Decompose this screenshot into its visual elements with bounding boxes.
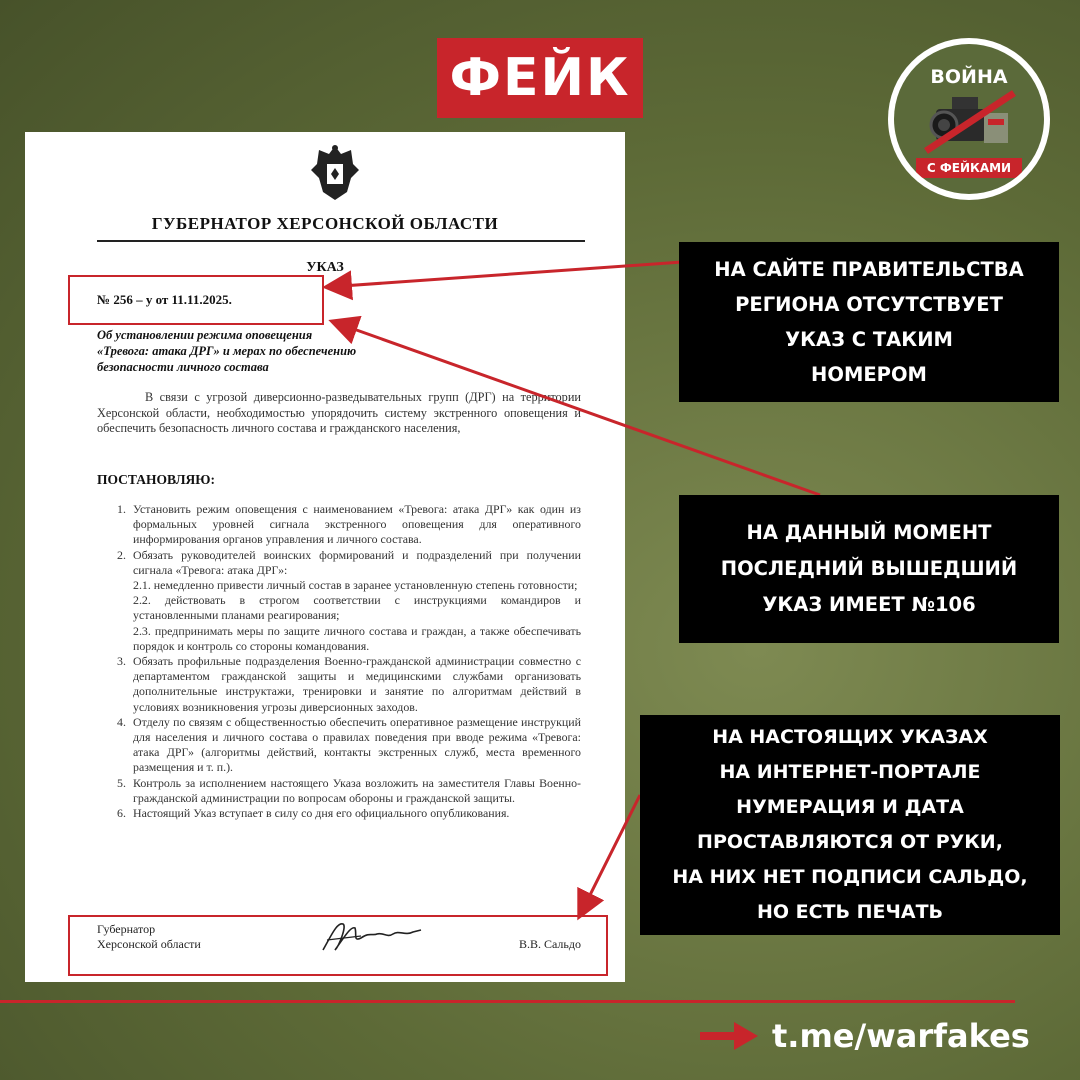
- logo-bottom-text: С ФЕЙКАМИ: [916, 158, 1022, 178]
- callout-1: [679, 242, 1059, 402]
- decree-item-number: 5.: [117, 775, 126, 790]
- decree-item-text: Обязать профильные подразделения Военно-гражданской администрации совместно с департаментом гражданской защиты и медицинскими службами организовать дополнительные инструктажи, тренировки и занятие по алгоритмам действий в условиях возникновения угрозы диверсионных заходов.: [133, 654, 581, 714]
- callout-2-line: НА ДАННЫЙ МОМЕНТ: [746, 521, 992, 544]
- callout-2-line: ПОСЛЕДНИЙ ВЫШЕДШИЙ: [720, 557, 1018, 580]
- connector-line-3: [580, 795, 640, 915]
- callout-1-line: РЕГИОНА ОТСУТСТВУЕТ: [735, 293, 1003, 316]
- decree-word: ПОСТАНОВЛЯЮ:: [97, 472, 215, 487]
- connector-line-1: [328, 262, 682, 287]
- decree-item-number: 2.: [117, 547, 126, 562]
- decree-item-number: 4.: [117, 714, 126, 729]
- logo-top-text: ВОЙНА: [930, 66, 1008, 88]
- callout-1-line: УКАЗ С ТАКИМ: [785, 328, 953, 351]
- callout-2: [679, 495, 1059, 643]
- decree-number: № 256 – у от 11.11.2025.: [97, 292, 232, 307]
- callout-3-line: НУМЕРАЦИЯ И ДАТА: [736, 796, 964, 818]
- callout-3-line: НО ЕСТЬ ПЕЧАТЬ: [756, 901, 944, 923]
- footer: [700, 1014, 1030, 1058]
- decree-item-number: 3.: [117, 654, 126, 669]
- callout-3-line: ПРОСТАВЛЯЮТСЯ ОТ РУКИ,: [697, 831, 1003, 853]
- arrow-right-icon: [700, 1022, 758, 1050]
- document-type: УКАЗ: [306, 260, 344, 275]
- decree-item-text: Обязать руководителей воинских формирований и подразделений при получении сигнала «Тревога: атака ДРГ»:: [133, 547, 581, 577]
- callout-3: [640, 715, 1060, 935]
- callout-3-line: НА НАСТОЯЩИХ УКАЗАХ: [712, 726, 988, 748]
- decree-intro: В связи с угрозой диверсионно-разведывательных групп (ДРГ) на территории Херсонской области, необходимостью упорядочить систему экстренного оповещения и обеспечить безопасность личного состава и гражданского населения,: [97, 390, 581, 435]
- telegram-link[interactable]: t.me/warfakes: [772, 1017, 1030, 1055]
- fake-badge: ФЕЙК: [437, 38, 643, 118]
- decree-item-text: Настоящий Указ вступает в силу со дня его официального опубликования.: [133, 806, 510, 821]
- decree-item-number: 6.: [117, 806, 126, 821]
- decree-item-text: 2.3. предпринимать меры по защите личного состава и граждан, а также обеспечивать порядок и контроль со стороны командования.: [133, 623, 581, 653]
- callout-1-line: НОМЕРОМ: [811, 363, 927, 386]
- document-heading: ГУБЕРНАТОР ХЕРСОНСКОЙ ОБЛАСТИ: [151, 214, 499, 233]
- decree-item-text: 2.1. немедленно привести личный состав в заранее установленную степень готовности;: [133, 578, 578, 593]
- decree-item-text: 2.2. действовать в строгом соответствии с инструкциями командиров и установленными планами реагирования;: [133, 593, 581, 623]
- callout-3-line: НА НИХ НЕТ ПОДПИСИ САЛЬДО,: [672, 866, 1028, 888]
- signer-role: Губернатор Херсонской области: [97, 922, 201, 951]
- callout-3-line: НА ИНТЕРНЕТ-ПОРТАЛЕ: [719, 761, 981, 783]
- decree-item-text: Отделу по связям с общественностью обеспечить оперативное размещение инструкций для населения и личного состава о правилах поведения при вводе режима «Тревога: атака ДРГ» (алгоритмы действий, контакты экстренных служб, места временного размещения и т. п.).: [133, 714, 581, 775]
- decree-item-text: Контроль за исполнением настоящего Указа возложить на заместителя Главы Военно-гражданской администрации по вопросам обороны и гражданской защиты.: [133, 775, 581, 805]
- signer-name: В.В. Сальдо: [518, 937, 581, 951]
- callout-2-line: УКАЗ ИМЕЕТ №106: [762, 593, 976, 616]
- decree-item-number: 1.: [117, 502, 126, 516]
- callout-1-line: НА САЙТЕ ПРАВИТЕЛЬСТВА: [714, 258, 1024, 281]
- decree-subject: Об установлении режима оповещения «Тревога: атака ДРГ» и мерах по обеспечению безопасности личного состава: [97, 328, 357, 374]
- decree-item-text: Установить режим оповещения с наименованием «Тревога: атака ДРГ» как один из формальных уровней сигнала экстренного оповещения для оперативного информирования органов управления и личного состава.: [133, 502, 581, 547]
- footer-divider: [0, 1000, 1015, 1003]
